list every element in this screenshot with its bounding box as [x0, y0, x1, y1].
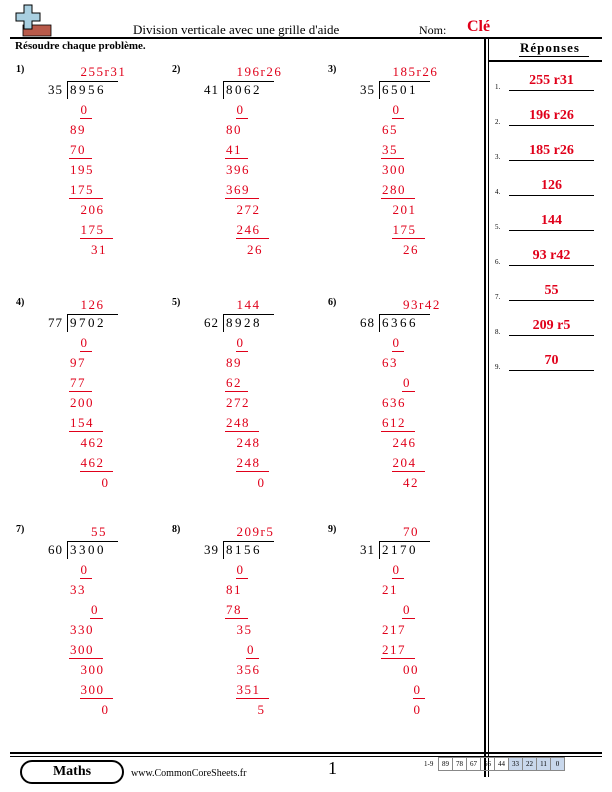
- subtraction-step: 0: [392, 562, 401, 577]
- subtraction-step: 0: [80, 102, 89, 117]
- answer-line: [509, 370, 594, 371]
- subtraction-step: 0: [80, 335, 89, 350]
- answer-number: 6.: [495, 258, 501, 266]
- quotient: 144: [236, 297, 261, 312]
- answer-line: [509, 125, 594, 126]
- step-underline: [381, 658, 415, 659]
- answer-line: [509, 300, 594, 301]
- subtraction-step: 246: [236, 222, 261, 237]
- subtraction-step: 0: [392, 335, 401, 350]
- step-underline: [236, 698, 270, 699]
- remainder-step: 330: [70, 622, 94, 637]
- answer-item: [495, 141, 600, 161]
- subtraction-step: 0: [236, 562, 245, 577]
- answers-header-rule: [489, 60, 602, 62]
- step-underline: [402, 618, 415, 619]
- answer-value: 255 r31: [529, 73, 574, 88]
- step-underline: [246, 658, 259, 659]
- subtraction-step: 0: [236, 102, 245, 117]
- remainder-step: 0: [101, 475, 110, 490]
- score-cell: 0: [550, 757, 565, 771]
- answer-item: [495, 351, 600, 371]
- step-underline: [80, 698, 114, 699]
- plus-logo-icon: [14, 3, 54, 37]
- divisor: 62: [204, 315, 219, 330]
- divisor: 35: [48, 82, 63, 97]
- step-underline: [80, 118, 93, 119]
- subtraction-step: 612: [382, 415, 406, 430]
- subtraction-step: 369: [226, 182, 250, 197]
- remainder-step: 272: [226, 395, 250, 410]
- answer-number: 7.: [495, 293, 501, 301]
- dividend: 6366: [382, 315, 418, 330]
- quotient: 185r26: [392, 64, 439, 79]
- answer-item: [495, 246, 600, 266]
- answer-value: 70: [544, 353, 559, 368]
- subtraction-step: 0: [80, 562, 89, 577]
- answer-number: 4.: [495, 188, 501, 196]
- score-cell: 11: [536, 757, 551, 771]
- dividend: 8956: [70, 82, 106, 97]
- remainder-step: 200: [70, 395, 94, 410]
- division-problem: [328, 524, 478, 744]
- dividend: 6501: [382, 82, 418, 97]
- problem-number: 3): [328, 64, 337, 75]
- remainder-step: 201: [392, 202, 417, 217]
- division-problem: [16, 524, 166, 744]
- answer-value: 55: [544, 283, 559, 298]
- step-underline: [236, 351, 249, 352]
- remainder-step: 35: [236, 622, 253, 637]
- header-divider: [10, 37, 602, 39]
- answer-column-divider: [484, 37, 486, 777]
- answer-item: [495, 211, 600, 231]
- remainder-step: 206: [80, 202, 105, 217]
- subtraction-step: 0: [91, 602, 99, 617]
- quotient: 255r31: [80, 64, 127, 79]
- subtraction-step: 462: [80, 455, 105, 470]
- problem-number: 4): [16, 297, 25, 308]
- page-title: Division verticale avec une grille d'aide: [133, 22, 340, 37]
- division-problem: [16, 64, 166, 284]
- subtraction-step: 175: [70, 182, 94, 197]
- divisor: 31: [360, 542, 375, 557]
- subtraction-step: 41: [226, 142, 242, 157]
- divisor: 41: [204, 82, 219, 97]
- answer-value: 185 r26: [529, 143, 574, 158]
- answer-item: [495, 71, 600, 91]
- answer-line: [509, 195, 594, 196]
- dividend: 9702: [70, 315, 106, 330]
- step-underline: [392, 471, 426, 472]
- quotient: 70: [403, 524, 419, 539]
- instructions: Résoudre chaque problème.: [15, 40, 146, 52]
- division-problem: [172, 64, 322, 284]
- step-underline: [80, 351, 93, 352]
- subtraction-step: 62: [226, 375, 242, 390]
- subtraction-step: 0: [413, 682, 422, 697]
- answer-value: 209 r5: [532, 318, 571, 333]
- remainder-step: 42: [403, 475, 419, 490]
- remainder-step: 272: [236, 202, 261, 217]
- answer-value: 126: [541, 178, 562, 193]
- problem-number: 7): [16, 524, 25, 535]
- remainder-step: 396: [226, 162, 250, 177]
- score-cell: 33: [508, 757, 523, 771]
- subtraction-step: 300: [80, 682, 105, 697]
- score-cell: 56: [480, 757, 495, 771]
- problem-number: 8): [172, 524, 181, 535]
- remainder-step: 0: [413, 702, 422, 717]
- problem-number: 1): [16, 64, 25, 75]
- remainder-step: 63: [382, 355, 398, 370]
- remainder-step: 81: [226, 582, 242, 597]
- step-underline: [225, 431, 259, 432]
- answer-item: [495, 176, 600, 196]
- remainder-step: 80: [226, 122, 242, 137]
- subtraction-step: 35: [382, 142, 398, 157]
- page-number: 1: [328, 758, 337, 778]
- step-underline: [236, 471, 270, 472]
- division-problem: [328, 64, 478, 284]
- quotient: 93r42: [403, 297, 441, 312]
- divisor: 35: [360, 82, 375, 97]
- divisor: 77: [48, 315, 63, 330]
- subtraction-step: 351: [236, 682, 261, 697]
- remainder-step: 195: [70, 162, 94, 177]
- remainder-step: 89: [70, 122, 86, 137]
- answer-number: 2.: [495, 118, 501, 126]
- answer-number: 3.: [495, 153, 501, 161]
- subtraction-step: 78: [226, 602, 242, 617]
- problem-number: 6): [328, 297, 337, 308]
- subtraction-step: 0: [403, 375, 411, 390]
- subtraction-step: 280: [382, 182, 406, 197]
- quotient: 55: [91, 524, 107, 539]
- subtraction-step: 204: [392, 455, 417, 470]
- score-cell: 22: [522, 757, 537, 771]
- dividend: 8156: [226, 542, 262, 557]
- quotient: 126: [80, 297, 105, 312]
- problem-number: 9): [328, 524, 337, 535]
- remainder-step: 217: [382, 622, 406, 637]
- remainder-step: 21: [382, 582, 398, 597]
- subtraction-step: 248: [226, 415, 250, 430]
- answer-item: [495, 106, 600, 126]
- remainder-step: 89: [226, 355, 242, 370]
- step-underline: [225, 391, 248, 392]
- step-underline: [69, 158, 92, 159]
- divisor: 60: [48, 542, 63, 557]
- subtraction-step: 0: [403, 602, 411, 617]
- answer-value: 93 r42: [532, 248, 571, 263]
- answer-number: 9.: [495, 363, 501, 371]
- step-underline: [69, 198, 103, 199]
- divisor: 68: [360, 315, 375, 330]
- answer-number: 8.: [495, 328, 501, 336]
- answer-number: 5.: [495, 223, 501, 231]
- step-underline: [236, 118, 249, 119]
- remainder-step: 636: [382, 395, 406, 410]
- name-label: Nom:: [419, 23, 447, 37]
- subtraction-step: 248: [236, 455, 261, 470]
- answer-value: 144: [541, 213, 562, 228]
- division-problem: [16, 297, 166, 517]
- subtraction-step: 175: [80, 222, 105, 237]
- name-value: Clé: [467, 18, 491, 35]
- subtraction-step: 0: [247, 642, 255, 657]
- answer-line: [509, 90, 594, 91]
- step-underline: [90, 618, 103, 619]
- dividend: 2170: [382, 542, 418, 557]
- remainder-step: 26: [247, 242, 263, 257]
- remainder-step: 65: [382, 122, 398, 137]
- answer-item: [495, 281, 600, 301]
- footer-divider: [10, 752, 602, 754]
- step-underline: [225, 158, 248, 159]
- dividend: 8062: [226, 82, 262, 97]
- dividend: 8928: [226, 315, 262, 330]
- step-underline: [392, 118, 405, 119]
- remainder-step: 31: [91, 242, 107, 257]
- step-underline: [236, 578, 249, 579]
- subtraction-step: 77: [70, 375, 86, 390]
- remainder-step: 300: [382, 162, 406, 177]
- answer-line: [509, 160, 594, 161]
- remainder-step: 5: [257, 702, 266, 717]
- answer-column-divider-thin: [488, 37, 489, 777]
- step-underline: [236, 238, 270, 239]
- remainder-step: 00: [403, 662, 419, 677]
- subtraction-step: 154: [70, 415, 94, 430]
- step-underline: [225, 198, 259, 199]
- answer-value: 196 r26: [529, 108, 574, 123]
- remainder-step: 26: [403, 242, 419, 257]
- subtraction-step: 175: [392, 222, 417, 237]
- step-underline: [413, 698, 426, 699]
- remainder-step: 356: [236, 662, 261, 677]
- step-underline: [69, 431, 103, 432]
- remainder-step: 0: [101, 702, 110, 717]
- remainder-step: 246: [392, 435, 417, 450]
- answer-line: [509, 230, 594, 231]
- remainder-step: 97: [70, 355, 86, 370]
- division-problem: [172, 524, 322, 744]
- step-underline: [381, 198, 415, 199]
- division-problem: [172, 297, 322, 517]
- score-table: [439, 757, 565, 771]
- score-cell: 67: [466, 757, 481, 771]
- remainder-step: 248: [236, 435, 261, 450]
- remainder-step: 462: [80, 435, 105, 450]
- remainder-step: 0: [257, 475, 266, 490]
- score-cell: 89: [438, 757, 453, 771]
- step-underline: [392, 238, 426, 239]
- answer-number: 1.: [495, 83, 501, 91]
- quotient: 209r5: [236, 524, 275, 539]
- step-underline: [381, 431, 415, 432]
- division-problem: [328, 297, 478, 517]
- step-underline: [80, 471, 114, 472]
- score-cell: 44: [494, 757, 509, 771]
- subtraction-step: 217: [382, 642, 406, 657]
- step-underline: [69, 658, 103, 659]
- site-url: www.CommonCoreSheets.fr: [131, 768, 247, 779]
- maths-badge: Maths: [20, 760, 124, 784]
- subtraction-step: 70: [70, 142, 86, 157]
- divisor: 39: [204, 542, 219, 557]
- remainder-step: 300: [80, 662, 105, 677]
- step-underline: [381, 158, 404, 159]
- step-underline: [392, 351, 405, 352]
- dividend: 3300: [70, 542, 106, 557]
- step-underline: [392, 578, 405, 579]
- step-underline: [80, 578, 93, 579]
- remainder-step: 33: [70, 582, 86, 597]
- answers-title-underline: [519, 56, 589, 57]
- subtraction-step: 300: [70, 642, 94, 657]
- quotient: 196r26: [236, 64, 283, 79]
- problem-number: 5): [172, 297, 181, 308]
- subtraction-step: 0: [392, 102, 401, 117]
- step-underline: [225, 618, 248, 619]
- answer-item: [495, 316, 600, 336]
- score-range-label: 1-9: [424, 760, 434, 768]
- answer-line: [509, 265, 594, 266]
- step-underline: [402, 391, 415, 392]
- score-cell: 78: [452, 757, 467, 771]
- subtraction-step: 0: [236, 335, 245, 350]
- step-underline: [69, 391, 92, 392]
- answers-title: Réponses: [519, 40, 580, 55]
- answer-line: [509, 335, 594, 336]
- problem-number: 2): [172, 64, 181, 75]
- step-underline: [80, 238, 114, 239]
